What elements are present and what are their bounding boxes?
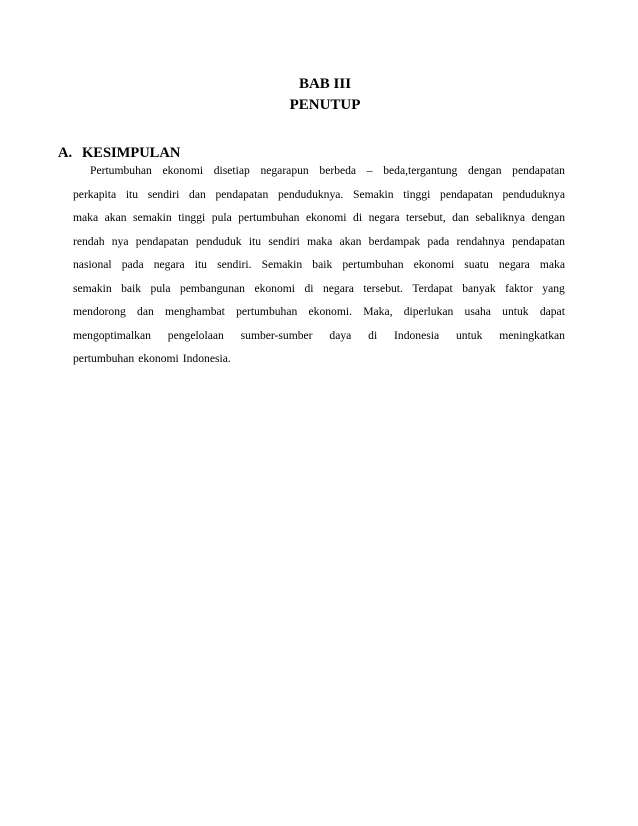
word: sendiri. [217,258,252,271]
word: disetiap [213,164,250,177]
word: untuk [455,328,483,342]
section-marker: A. [58,145,73,161]
paragraph-line [73,277,565,301]
section-title: KESIMPULAN [82,145,181,161]
word: negara [498,258,530,271]
word: itu [125,187,139,201]
word: akan [104,211,127,224]
word: pertumbuhan [73,352,135,365]
word: ekonomi [162,164,204,177]
paragraph-line [73,206,565,230]
word: Indonesia. [182,352,231,365]
word: yang [542,281,565,295]
word: tinggi [403,187,431,201]
word: – [366,164,373,177]
word: negarapun [260,164,309,177]
word: dengan [468,164,502,177]
word: berbeda [319,164,357,177]
word: ekonomi. [308,305,352,318]
word: Terdapat [412,281,453,295]
word: baik [121,281,142,295]
word: pertumbuhan [342,258,404,271]
word: rendah [73,234,105,248]
word: sendiri [268,234,300,248]
word: perkapita [73,187,117,201]
word: diperlukan [403,305,454,318]
word: negara [322,281,354,295]
word: banyak [462,281,496,295]
word: daya [329,328,352,342]
word: mengoptimalkan [73,328,151,342]
word: itu [194,258,207,271]
word: pendapatan [215,187,269,201]
word: tinggi [178,211,206,224]
word: nya [111,234,129,248]
word: berdampak [368,234,421,248]
word: tersebut, [406,211,446,224]
word: maka [307,234,333,248]
word: maka [539,258,565,271]
word: di [353,211,363,224]
word: sebaliknya [475,211,525,224]
word: menghambat [165,305,225,318]
word: Semakin [261,258,303,271]
word: suatu [464,258,489,271]
word: rendahnya [456,234,505,248]
word: pengelolaan [167,328,224,342]
word: pada [427,234,450,248]
word: pendapatan [135,234,189,248]
paragraph-line [73,230,565,254]
word: dengan [531,211,565,224]
word: nasional [73,258,112,271]
word: penduduknya. [277,187,344,201]
word: semakin [73,281,112,295]
word: ekonomi [305,211,347,224]
word: ekonomi [413,258,455,271]
paragraph-line [73,159,565,183]
word: semakin [133,211,172,224]
chapter-title: PENUTUP [289,97,361,113]
word: negara [153,258,185,271]
word: pendapatan [512,164,565,177]
word: pertumbuhan [238,211,300,224]
paragraph-line [73,253,565,277]
word: meningkatkan [499,328,565,342]
word: pendapatan [440,187,493,201]
word: dan [189,187,206,201]
paragraph-line [73,183,565,207]
word: pembangunan [179,281,245,295]
word: di [368,328,378,342]
word: faktor [505,281,533,295]
word: sendiri [147,187,180,201]
word: maka [73,211,99,224]
word: pula [211,211,232,224]
word: mendorong [73,305,126,318]
word: pada [121,258,144,271]
word: sumber-sumber [240,328,313,342]
word: pertumbuhan [236,305,298,318]
word: Indonesia [394,328,440,342]
word: Maka, [363,305,393,318]
word: usaha [464,305,491,318]
conclusion-paragraph [73,159,565,371]
paragraph-line [73,324,565,348]
chapter-number: BAB III [298,76,352,92]
word: dan [137,305,154,318]
word: Pertumbuhan [90,164,152,177]
word: pula [150,281,171,295]
word: ekonomi [254,281,296,295]
word: dan [452,211,469,224]
word: tersebut. [363,281,403,295]
word: akan [339,234,362,248]
word: negara [368,211,400,224]
word: penduduk [195,234,242,248]
word: baik [312,258,333,271]
paragraph-line [73,300,565,324]
word: itu [248,234,262,248]
word: dapat [539,305,565,318]
word: penduduknya [502,187,565,201]
word: ekonomi [138,352,179,365]
word: pendapatan [512,234,565,248]
paragraph-line [73,347,565,371]
word: di [304,281,314,295]
word: Semakin [353,187,394,201]
word: untuk [502,305,529,318]
word: beda,tergantung [383,164,458,177]
